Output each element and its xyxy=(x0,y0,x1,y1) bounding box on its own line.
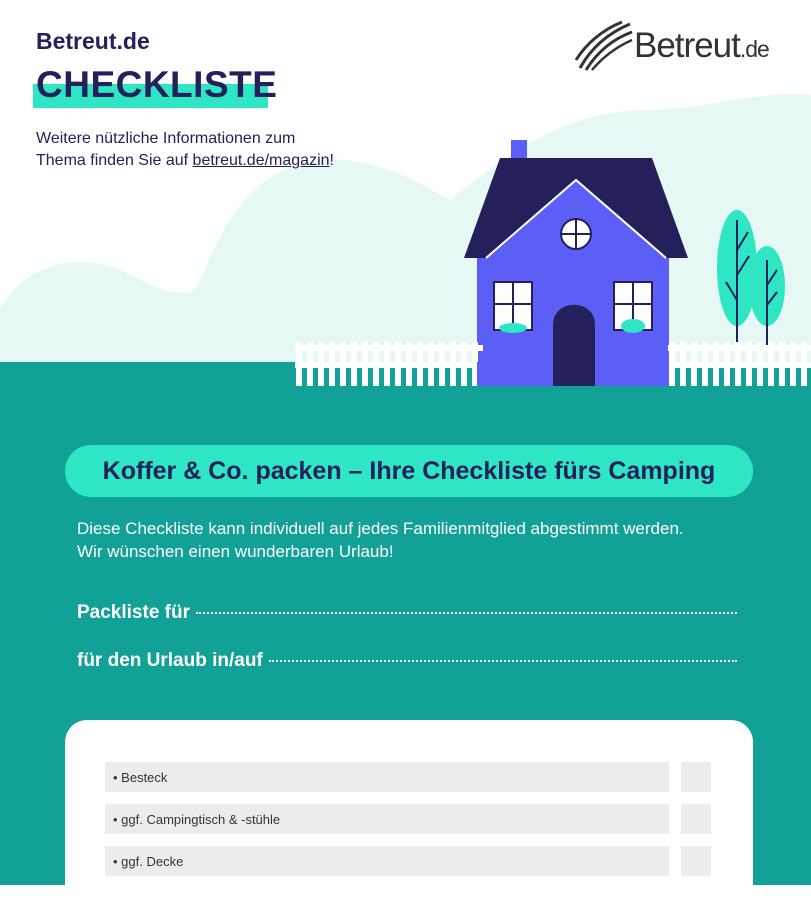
page-title: CHECKLISTE xyxy=(36,64,278,105)
fence-foreground xyxy=(0,362,811,388)
page-title-wrap xyxy=(33,64,277,106)
checklist-item: • ggf. Campingtisch & -stühle xyxy=(105,804,669,834)
intro-suffix: ! xyxy=(329,152,334,169)
intro-line1: Weitere nützliche Informationen zum xyxy=(36,130,296,147)
checklist-item: • ggf. Decke xyxy=(105,846,669,876)
description-line2: Wir wünschen einen wunderbaren Urlaub! xyxy=(77,542,394,561)
betreut-logo xyxy=(572,18,769,74)
logo-swoosh-icon xyxy=(572,20,634,72)
logo-tld: .de xyxy=(739,36,769,62)
description xyxy=(77,517,777,563)
checklist-item: • Besteck xyxy=(105,762,669,792)
section-banner: Koffer & Co. packen – Ihre Checkliste fürs Camping xyxy=(65,445,753,497)
brand-name: Betreut.de xyxy=(36,28,150,54)
house-icon xyxy=(464,140,688,386)
checkbox[interactable] xyxy=(681,762,711,792)
intro-text xyxy=(36,128,396,172)
intro-prefix: Thema finden Sie auf xyxy=(36,152,193,169)
packliste-fill-line[interactable] xyxy=(196,612,737,614)
checkbox[interactable] xyxy=(681,846,711,876)
magazin-link[interactable]: betreut.de/magazin xyxy=(192,152,330,169)
packliste-field[interactable] xyxy=(77,602,737,624)
logo-text xyxy=(634,26,769,66)
description-line1: Diese Checkliste kann individuell auf jedes Familienmitglied abgestimmt werden. xyxy=(77,519,684,538)
urlaub-label: für den Urlaub in/auf xyxy=(77,650,263,671)
checkbox[interactable] xyxy=(681,804,711,834)
urlaub-fill-line[interactable] xyxy=(269,660,737,662)
logo-name: Betreut xyxy=(634,26,740,65)
urlaub-field[interactable] xyxy=(77,650,737,672)
packliste-label: Packliste für xyxy=(77,602,190,623)
